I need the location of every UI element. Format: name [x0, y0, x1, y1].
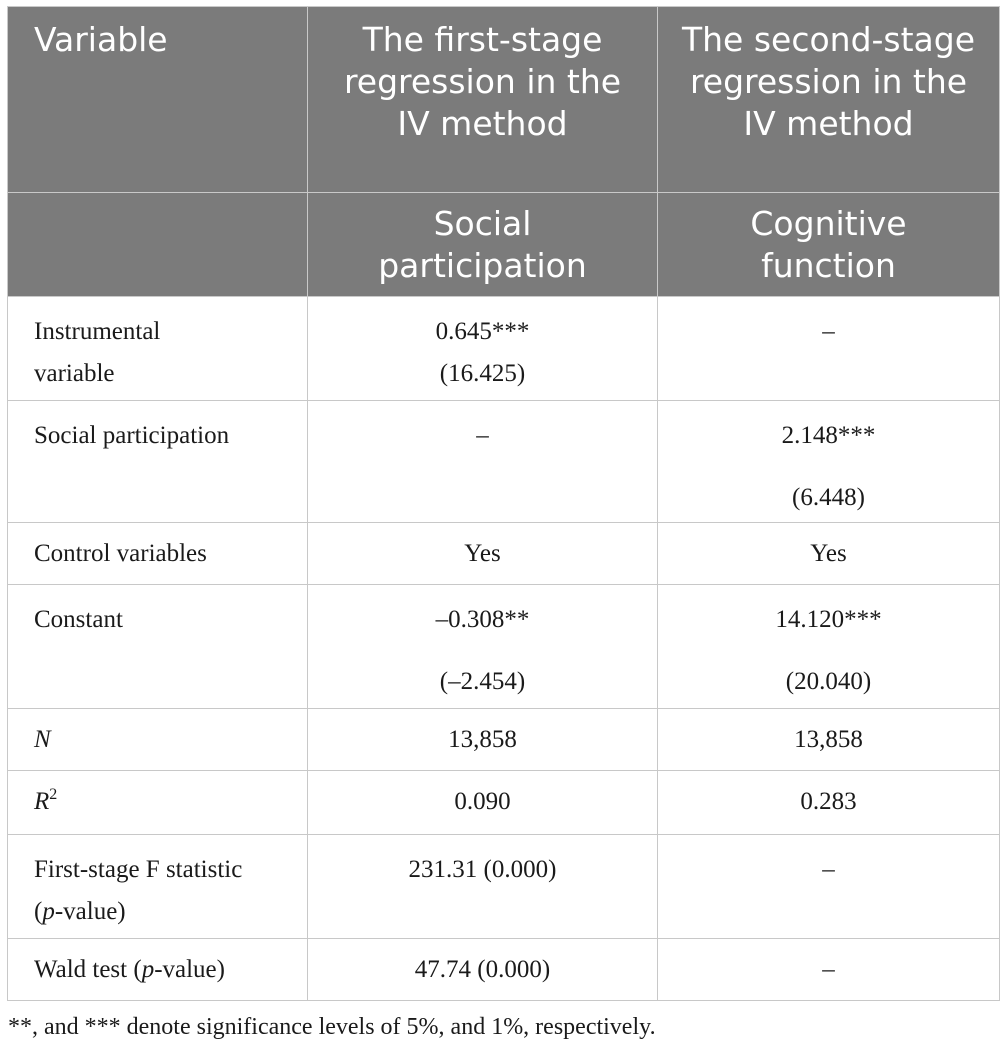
cell-value: Yes: [810, 540, 847, 567]
row-label-superscript: 2: [49, 786, 58, 803]
row-label: [8, 771, 308, 835]
row-label: [8, 297, 308, 401]
table-header: [8, 7, 1000, 297]
row-label-text: Instrumental variable: [34, 318, 161, 387]
header-empty-cell: [8, 193, 308, 297]
row-label: [8, 709, 308, 771]
row-label: [8, 939, 308, 1001]
row-label-line2: [34, 891, 307, 933]
coef-value: 0.645***: [435, 318, 530, 345]
table-row: [8, 523, 1000, 585]
header-first-stage: The first-stage regression in the IV method: [308, 7, 658, 193]
cell-value: –: [822, 956, 835, 983]
cell-first-stage: [308, 939, 658, 1001]
cell-first-stage: [308, 709, 658, 771]
cell-second-stage: [658, 835, 1000, 939]
cell-value: 13,858: [448, 726, 517, 753]
coef-value: 14.120***: [775, 606, 882, 633]
cell-value: –: [822, 856, 835, 883]
header-row-2: [8, 193, 1000, 297]
header-social-participation: Social participation: [308, 193, 658, 297]
row-label: Control variables: [8, 523, 308, 585]
table-row: [8, 939, 1000, 1001]
row-label: Constant: [8, 585, 308, 709]
table-row: [8, 297, 1000, 401]
iv-regression-table: [7, 6, 1000, 1001]
cell-value: Yes: [464, 540, 501, 567]
table-row: [8, 709, 1000, 771]
cell-value: 0.090: [454, 788, 511, 815]
cell-second-stage: [658, 709, 1000, 771]
label-paren: (: [34, 898, 43, 925]
t-stat-value: (6.448): [792, 484, 865, 511]
row-label-italic: R: [34, 788, 50, 815]
coef-value: 2.148***: [781, 422, 876, 449]
table-footnote: **, and *** denote significance levels of 5%, and 1%, respectively.: [8, 1014, 656, 1040]
t-stat-value: (–2.454): [439, 668, 526, 695]
row-label: [8, 835, 308, 939]
cell-first-stage: [308, 297, 658, 401]
label-italic-p: p: [42, 898, 55, 925]
t-stat-value: (16.425): [439, 360, 526, 387]
row-label-line1: First-stage F statistic: [34, 856, 243, 883]
coef-value: –: [476, 422, 489, 449]
label-pre: Wald test (: [34, 956, 142, 983]
cell-value: 13,858: [794, 726, 863, 753]
label-rest: -value): [54, 898, 126, 925]
cell-value: 47.74 (0.000): [414, 956, 551, 983]
cell-second-stage: [658, 771, 1000, 835]
cell-first-stage: [308, 585, 658, 709]
table-body: [8, 297, 1000, 1001]
cell-second-stage: [658, 523, 1000, 585]
cell-value: 231.31 (0.000): [408, 856, 557, 883]
cell-value: 0.283: [800, 788, 857, 815]
cell-first-stage: [308, 523, 658, 585]
header-cognitive-function: Cognitive function: [658, 193, 1000, 297]
header-second-stage: The second-stage regression in the IV method: [658, 7, 1000, 193]
cell-first-stage: [308, 401, 658, 523]
table-row: [8, 401, 1000, 523]
table-row: [8, 835, 1000, 939]
cell-second-stage: [658, 585, 1000, 709]
cell-first-stage: [308, 835, 658, 939]
cell-first-stage: [308, 771, 658, 835]
coef-value: –: [822, 318, 835, 345]
table-row: [8, 771, 1000, 835]
cell-second-stage: [658, 297, 1000, 401]
row-label: Social participation: [8, 401, 308, 523]
label-post: -value): [154, 956, 225, 983]
header-row-1: [8, 7, 1000, 193]
regression-table-container: [7, 6, 999, 1001]
table-row: [8, 585, 1000, 709]
row-label-italic: N: [34, 726, 51, 753]
coef-value: –0.308**: [435, 606, 530, 633]
label-italic-p: p: [141, 956, 155, 983]
t-stat-value: (20.040): [785, 668, 872, 695]
cell-second-stage: [658, 939, 1000, 1001]
header-variable: Variable: [8, 7, 308, 193]
cell-second-stage: [658, 401, 1000, 523]
